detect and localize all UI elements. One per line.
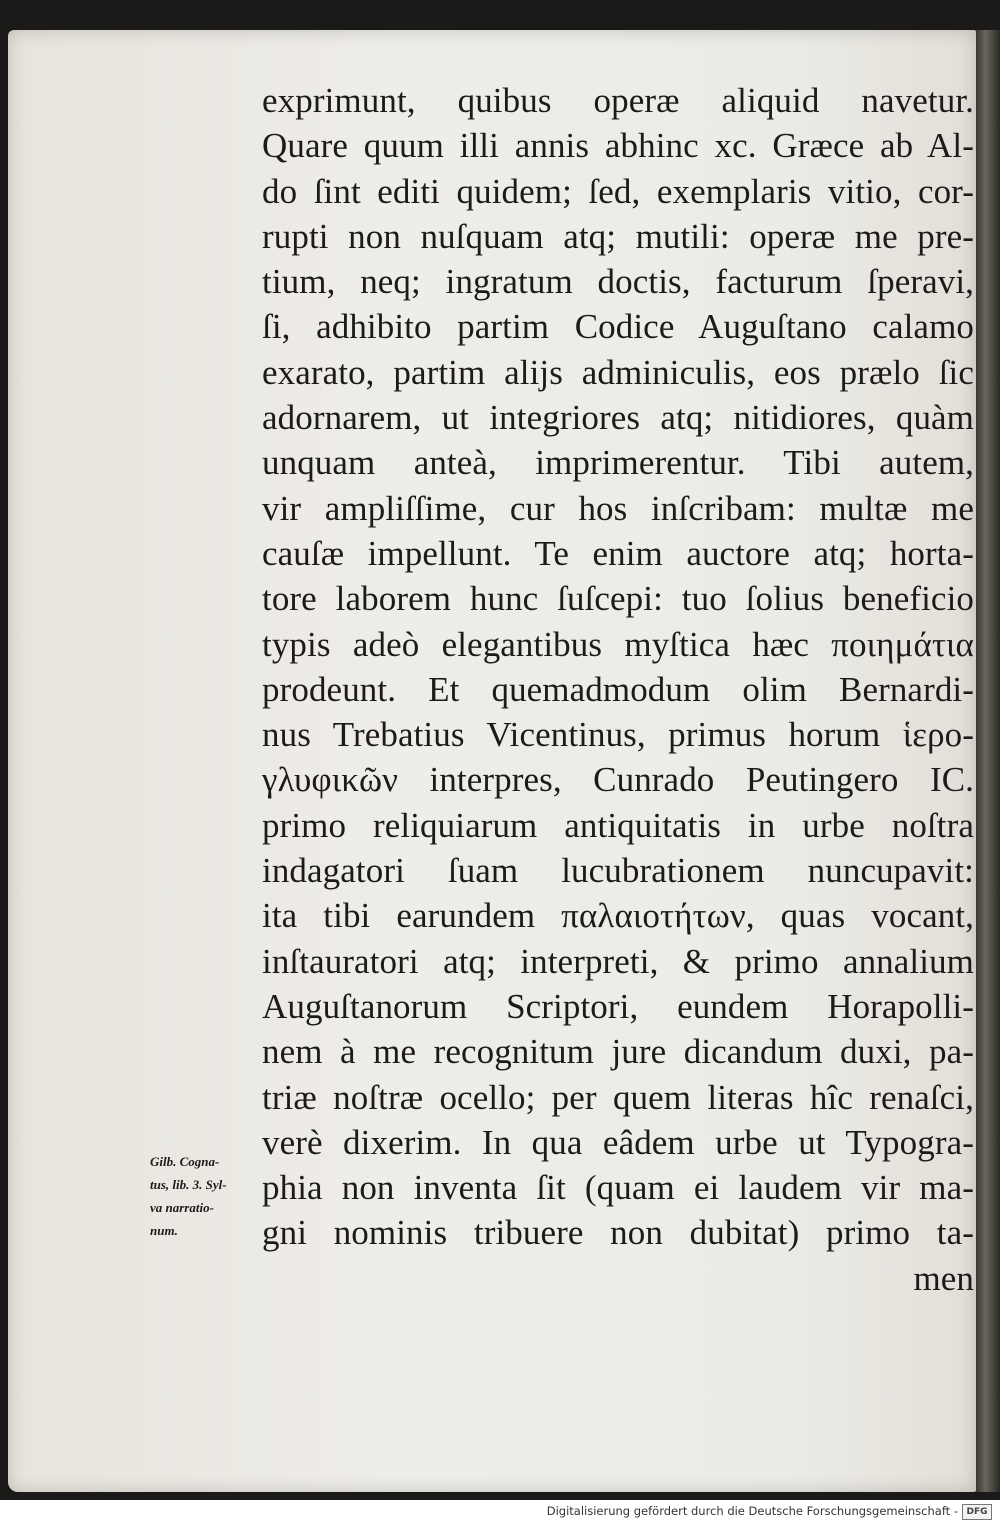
text-line: ita tibi earundem παλαιοτήτων, quas vocant, <box>262 896 974 936</box>
text-line: ſi, adhibito partim Codice Auguſtano calamo <box>262 307 974 347</box>
text-line: tore laborem hunc ſuſcepi: tuo ſolius beneficio <box>262 579 974 619</box>
text-line: tium, neq; ingratum doctis, facturum ſperavi, <box>262 262 974 302</box>
margin-note <box>150 1150 268 1242</box>
text-line: primo reliquiarum antiquitatis in urbe noſtra <box>262 805 974 845</box>
text-line: vir ampliſſime, cur hos inſcribam: multæ me <box>262 488 974 528</box>
text-line: Auguſtanorum Scriptori, eundem Horapolli- <box>262 986 974 1026</box>
text-line: rupti non nuſquam atq; mutili: operæ me pre- <box>262 216 974 256</box>
text-line: exarato, partim alijs adminiculis, eos prælo ſic <box>262 352 974 392</box>
text-line: γλυφικῶν interpres, Cunrado Peutingero IC. <box>262 760 974 800</box>
text-line: phia non inventa ſit (quam ei laudem vir ma- <box>262 1168 974 1208</box>
text-line: triæ noſtræ ocello; per quem literas hîc renaſci, <box>262 1077 974 1117</box>
margin-note-line: tus, lib. 3. Syl- <box>150 1177 227 1192</box>
text-line: prodeunt. Et quemadmodum olim Bernardi- <box>262 669 974 709</box>
footer-bar <box>0 1500 1000 1523</box>
text-line: typis adeò elegantibus myſtica hæc ποιημάτια <box>262 624 974 664</box>
footer-credit: Digitalisierung gefördert durch die Deutsche Forschungsgemeinschaft - <box>546 1504 958 1518</box>
margin-note-line: va narratio- <box>150 1200 214 1215</box>
main-text-block <box>262 78 974 1301</box>
text-line: nus Trebatius Vicentinus, primus horum ἱερο- <box>262 715 974 755</box>
text-line: indagatori ſuam lucubrationem nuncupavit: <box>262 851 974 891</box>
margin-note-line: Gilb. Cogna- <box>150 1154 220 1169</box>
margin-note-line: num. <box>150 1223 178 1238</box>
catchword: men <box>913 1258 974 1298</box>
text-line: inſtauratori atq; interpreti, & primo annalium <box>262 941 974 981</box>
text-line: exprimunt, quibus operæ aliquid navetur. <box>262 81 974 120</box>
dfg-logo: DFG <box>962 1504 992 1520</box>
text-line: verè dixerim. In qua eâdem urbe ut Typogra- <box>262 1122 974 1162</box>
text-line: cauſæ impellunt. Te enim auctore atq; horta- <box>262 533 974 573</box>
text-line: unquam anteà, imprimerentur. Tibi autem, <box>262 443 974 483</box>
page-edge <box>976 30 1000 1492</box>
text-line: nem à me recognitum jure dicandum duxi, pa- <box>262 1032 974 1072</box>
text-line: do ſint editi quidem; ſed, exemplaris vitio, cor- <box>262 171 974 211</box>
text-line: adornarem, ut integriores atq; nitidiores, quàm <box>262 398 974 438</box>
text-line: gni nominis tribuere non dubitat) primo ta- <box>262 1213 974 1253</box>
text-line: Quare quum illi annis abhinc xc. Græce ab Al- <box>262 126 974 166</box>
